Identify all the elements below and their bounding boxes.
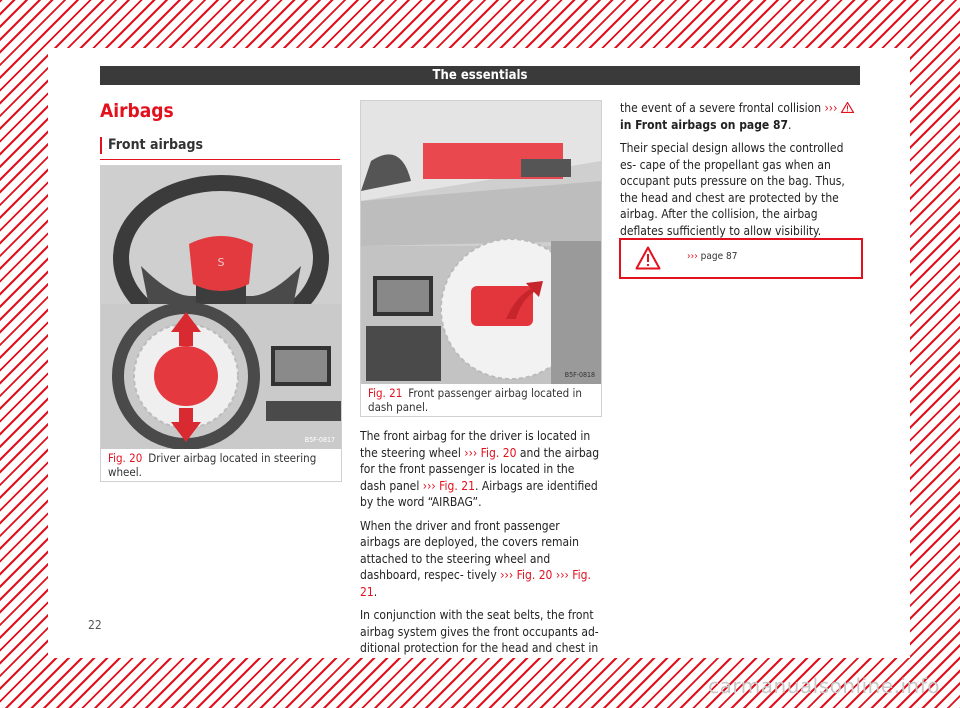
paragraph-3: In conjunction with the seat belts, the front airbag system gives the front occupants ad- ditional protection for the head and chest in <box>360 608 599 655</box>
warning-triangle-icon <box>841 102 854 113</box>
link-fig-20[interactable]: Fig. 20 <box>480 445 517 460</box>
warning-box <box>619 238 863 279</box>
paragraph-2: When the driver and front passenger airbags are deployed, the covers remain attached to the steering wheel and dashboard, respec- tively ››› Fig. 20 ››› Fig. 21. <box>360 518 591 599</box>
warning-page-link[interactable]: ››› page 87 <box>687 251 738 262</box>
paragraph-1: The front airbag for the driver is located in the steering wheel ››› Fig. 20 and the airbag for the front passenger is located in the dash panel ››› Fig. 21. Airbags are identified by the word “AIRBAG”. <box>360 429 600 509</box>
figure-20 <box>100 165 342 482</box>
page-number: 22 <box>88 618 102 632</box>
subsection-heading <box>100 137 340 160</box>
middle-column-text <box>360 428 600 664</box>
link-front-airbags-page[interactable]: in Front airbags on page 87 <box>620 117 789 132</box>
figure-20-label: Fig. 20 <box>108 451 143 465</box>
figure-21-label: Fig. 21 <box>368 386 403 400</box>
figure-20-caption <box>108 451 336 479</box>
figure-21-caption-text: Front passenger airbag located in dash panel. <box>368 386 582 414</box>
link-fig-20[interactable]: Fig. 20 <box>516 568 553 582</box>
watermark: carmanualsonline.info <box>708 674 940 698</box>
figure-20-code: B5F-0817 <box>304 436 335 444</box>
passenger-airbag-illustration <box>361 101 601 384</box>
section-title: Airbags <box>100 100 174 122</box>
link-fig-21[interactable]: Fig. 21 <box>360 568 591 599</box>
figure-21-code: B5F-0818 <box>564 371 595 379</box>
warning-icon <box>635 246 661 270</box>
subsection-title: Front airbags <box>108 137 204 153</box>
driver-airbag-illustration <box>101 166 341 449</box>
chapter-header: The essentials <box>100 66 860 85</box>
figure-21-caption <box>368 386 596 414</box>
paragraph-5: Their special design allows the controlled es- cape of the propellant gas when an occupant puts pressure on the bag. Thus, the head and chest are protected by the airbag. After the collision, the airbag deflates sufficiently to allow visibility. <box>620 141 845 238</box>
figure-20-caption-text: Driver airbag located in steering wheel. <box>108 451 317 479</box>
heading-accent <box>100 137 102 154</box>
right-column-text <box>620 100 860 246</box>
figure-21 <box>360 100 602 417</box>
svg-text:S: S <box>217 256 225 269</box>
paragraph-4: the event of a severe frontal collision ››› in Front airbags on page 87. <box>620 100 860 133</box>
link-fig-21[interactable]: Fig. 21 <box>439 478 475 493</box>
